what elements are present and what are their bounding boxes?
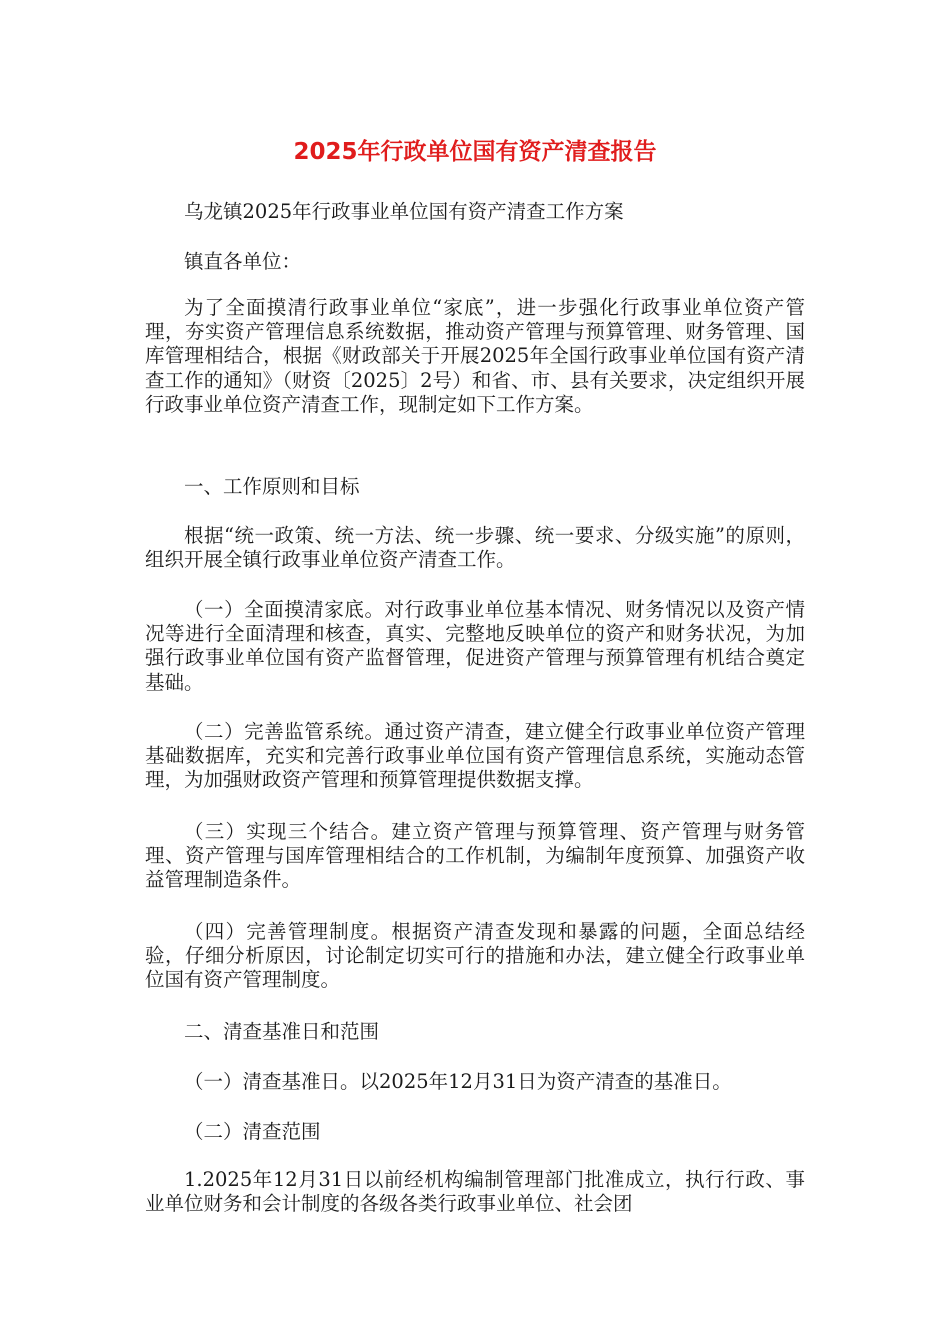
goal-paragraph-4: （四）完善管理制度。根据资产清查发现和暴露的问题，全面总结经验，仔细分析原因，讨论制定切实可行的措施和办法，建立健全行政事业单位国有资产管理制度。 — [145, 920, 805, 992]
scope-paragraph-1: 1.2025年12月31日以前经机构编制管理部门批准成立，执行行政、事业单位财务和会计制度的各级各类行政事业单位、社会团 — [145, 1168, 805, 1216]
base-date-paragraph: （一）清查基准日。以2025年12月31日为资产清查的基准日。 — [184, 1070, 732, 1093]
plan-title-paragraph: 乌龙镇2025年行政事业单位国有资产清查工作方案 — [184, 200, 624, 223]
salutation-paragraph: 镇直各单位： — [184, 250, 302, 273]
scope-heading: （二）清查范围 — [184, 1120, 321, 1143]
section-heading-1: 一、工作原则和目标 — [184, 475, 360, 498]
intro-paragraph: 为了全面摸清行政事业单位“家底”，进一步强化行政事业单位资产管理，夯实资产管理信息系统数据，推动资产管理与预算管理、财务管理、国库管理相结合，根据《财政部关于开展2025年全国行政事业单位国有资产清查工作的通知》（财资〔2025〕2号）和省、市、县有关要求，决定组织开展行政事业单位资产清查工作，现制定如下工作方案。 — [145, 296, 805, 416]
goal-paragraph-1: （一）全面摸清家底。对行政事业单位基本情况、财务情况以及资产情况等进行全面清理和核查，真实、完整地反映单位的资产和财务状况，为加强行政事业单位国有资产监督管理，促进资产管理与预算管理有机结合奠定基础。 — [145, 598, 805, 694]
goal-paragraph-3: （三）实现三个结合。建立资产管理与预算管理、资产管理与财务管理、资产管理与国库管理相结合的工作机制，为编制年度预算、加强资产收益管理制造条件。 — [145, 820, 805, 892]
goal-paragraph-2: （二）完善监管系统。通过资产清查，建立健全行政事业单位资产管理基础数据库，充实和完善行政事业单位国有资产管理信息系统，实施动态管理，为加强财政资产管理和预算管理提供数据支撑。 — [145, 720, 805, 792]
principle-paragraph: 根据“统一政策、统一方法、统一步骤、统一要求、分级实施”的原则，组织开展全镇行政事业单位资产清查工作。 — [145, 524, 805, 572]
section-heading-2: 二、清查基准日和范围 — [184, 1020, 380, 1043]
document-title: 2025年行政单位国有资产清查报告 — [293, 139, 657, 165]
